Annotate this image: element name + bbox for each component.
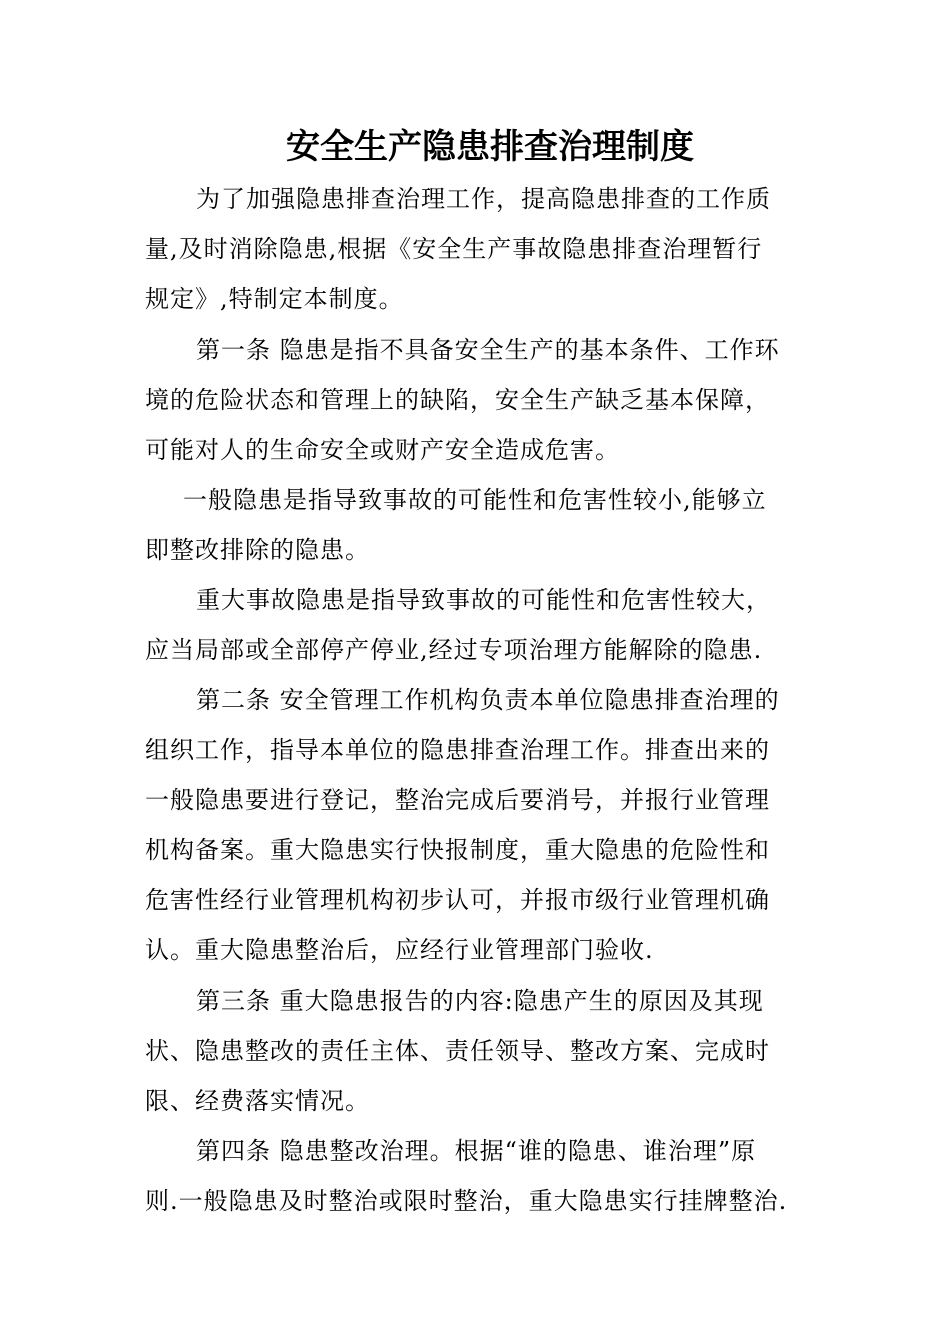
paragraph-line: 状、隐患整改的责任主体、责任领导、整改方案、完成时	[145, 1037, 770, 1065]
paragraph-line: 应当局部或全部停产停业,经过专项治理方能解除的隐患.	[145, 636, 763, 664]
paragraph-line: 第四条 隐患整改治理。根据“谁的隐患、谁治理”原	[196, 1137, 757, 1165]
paragraph-line: 第一条 隐患是指不具备安全生产的基本条件、工作环	[196, 336, 780, 364]
paragraph-line: 量,及时消除隐患,根据《安全生产事故隐患排查治理暂行	[145, 235, 763, 263]
paragraph-line: 认。重大隐患整治后，应经行业管理部门验收.	[145, 936, 654, 964]
paragraph-line: 则.一般隐患及时整治或限时整治，重大隐患实行挂牌整治.	[145, 1187, 788, 1215]
paragraph-line: 一般隐患是指导致事故的可能性和危害性较小,能够立	[183, 486, 767, 514]
document-title: 安全生产隐患排查治理制度	[286, 127, 694, 167]
paragraph-line: 即整改排除的隐患。	[145, 536, 370, 564]
paragraph-line: 规定》,特制定本制度。	[145, 285, 404, 313]
paragraph-line: 限、经费落实情况。	[145, 1087, 370, 1115]
paragraph-line: 可能对人的生命安全或财产安全造成危害。	[145, 436, 620, 464]
paragraph-line: 为了加强隐患排查治理工作，提高隐患排查的工作质	[196, 185, 771, 213]
paragraph-line: 重大事故隐患是指导致事故的可能性和危害性较大，	[196, 586, 771, 614]
paragraph-line: 第二条 安全管理工作机构负责本单位隐患排查治理的	[196, 686, 780, 714]
paragraph-line: 危害性经行业管理机构初步认可，并报市级行业管理机确	[145, 886, 770, 914]
paragraph-line: 境的危险状态和管理上的缺陷，安全生产缺乏基本保障，	[145, 386, 770, 414]
paragraph-line: 组织工作，指导本单位的隐患排查治理工作。排查出来的	[145, 736, 770, 764]
paragraph-line: 第三条 重大隐患报告的内容:隐患产生的原因及其现	[196, 987, 764, 1015]
paragraph-line: 机构备案。重大隐患实行快报制度，重大隐患的危险性和	[145, 836, 770, 864]
paragraph-line: 一般隐患要进行登记，整治完成后要消号，并报行业管理	[145, 786, 770, 814]
